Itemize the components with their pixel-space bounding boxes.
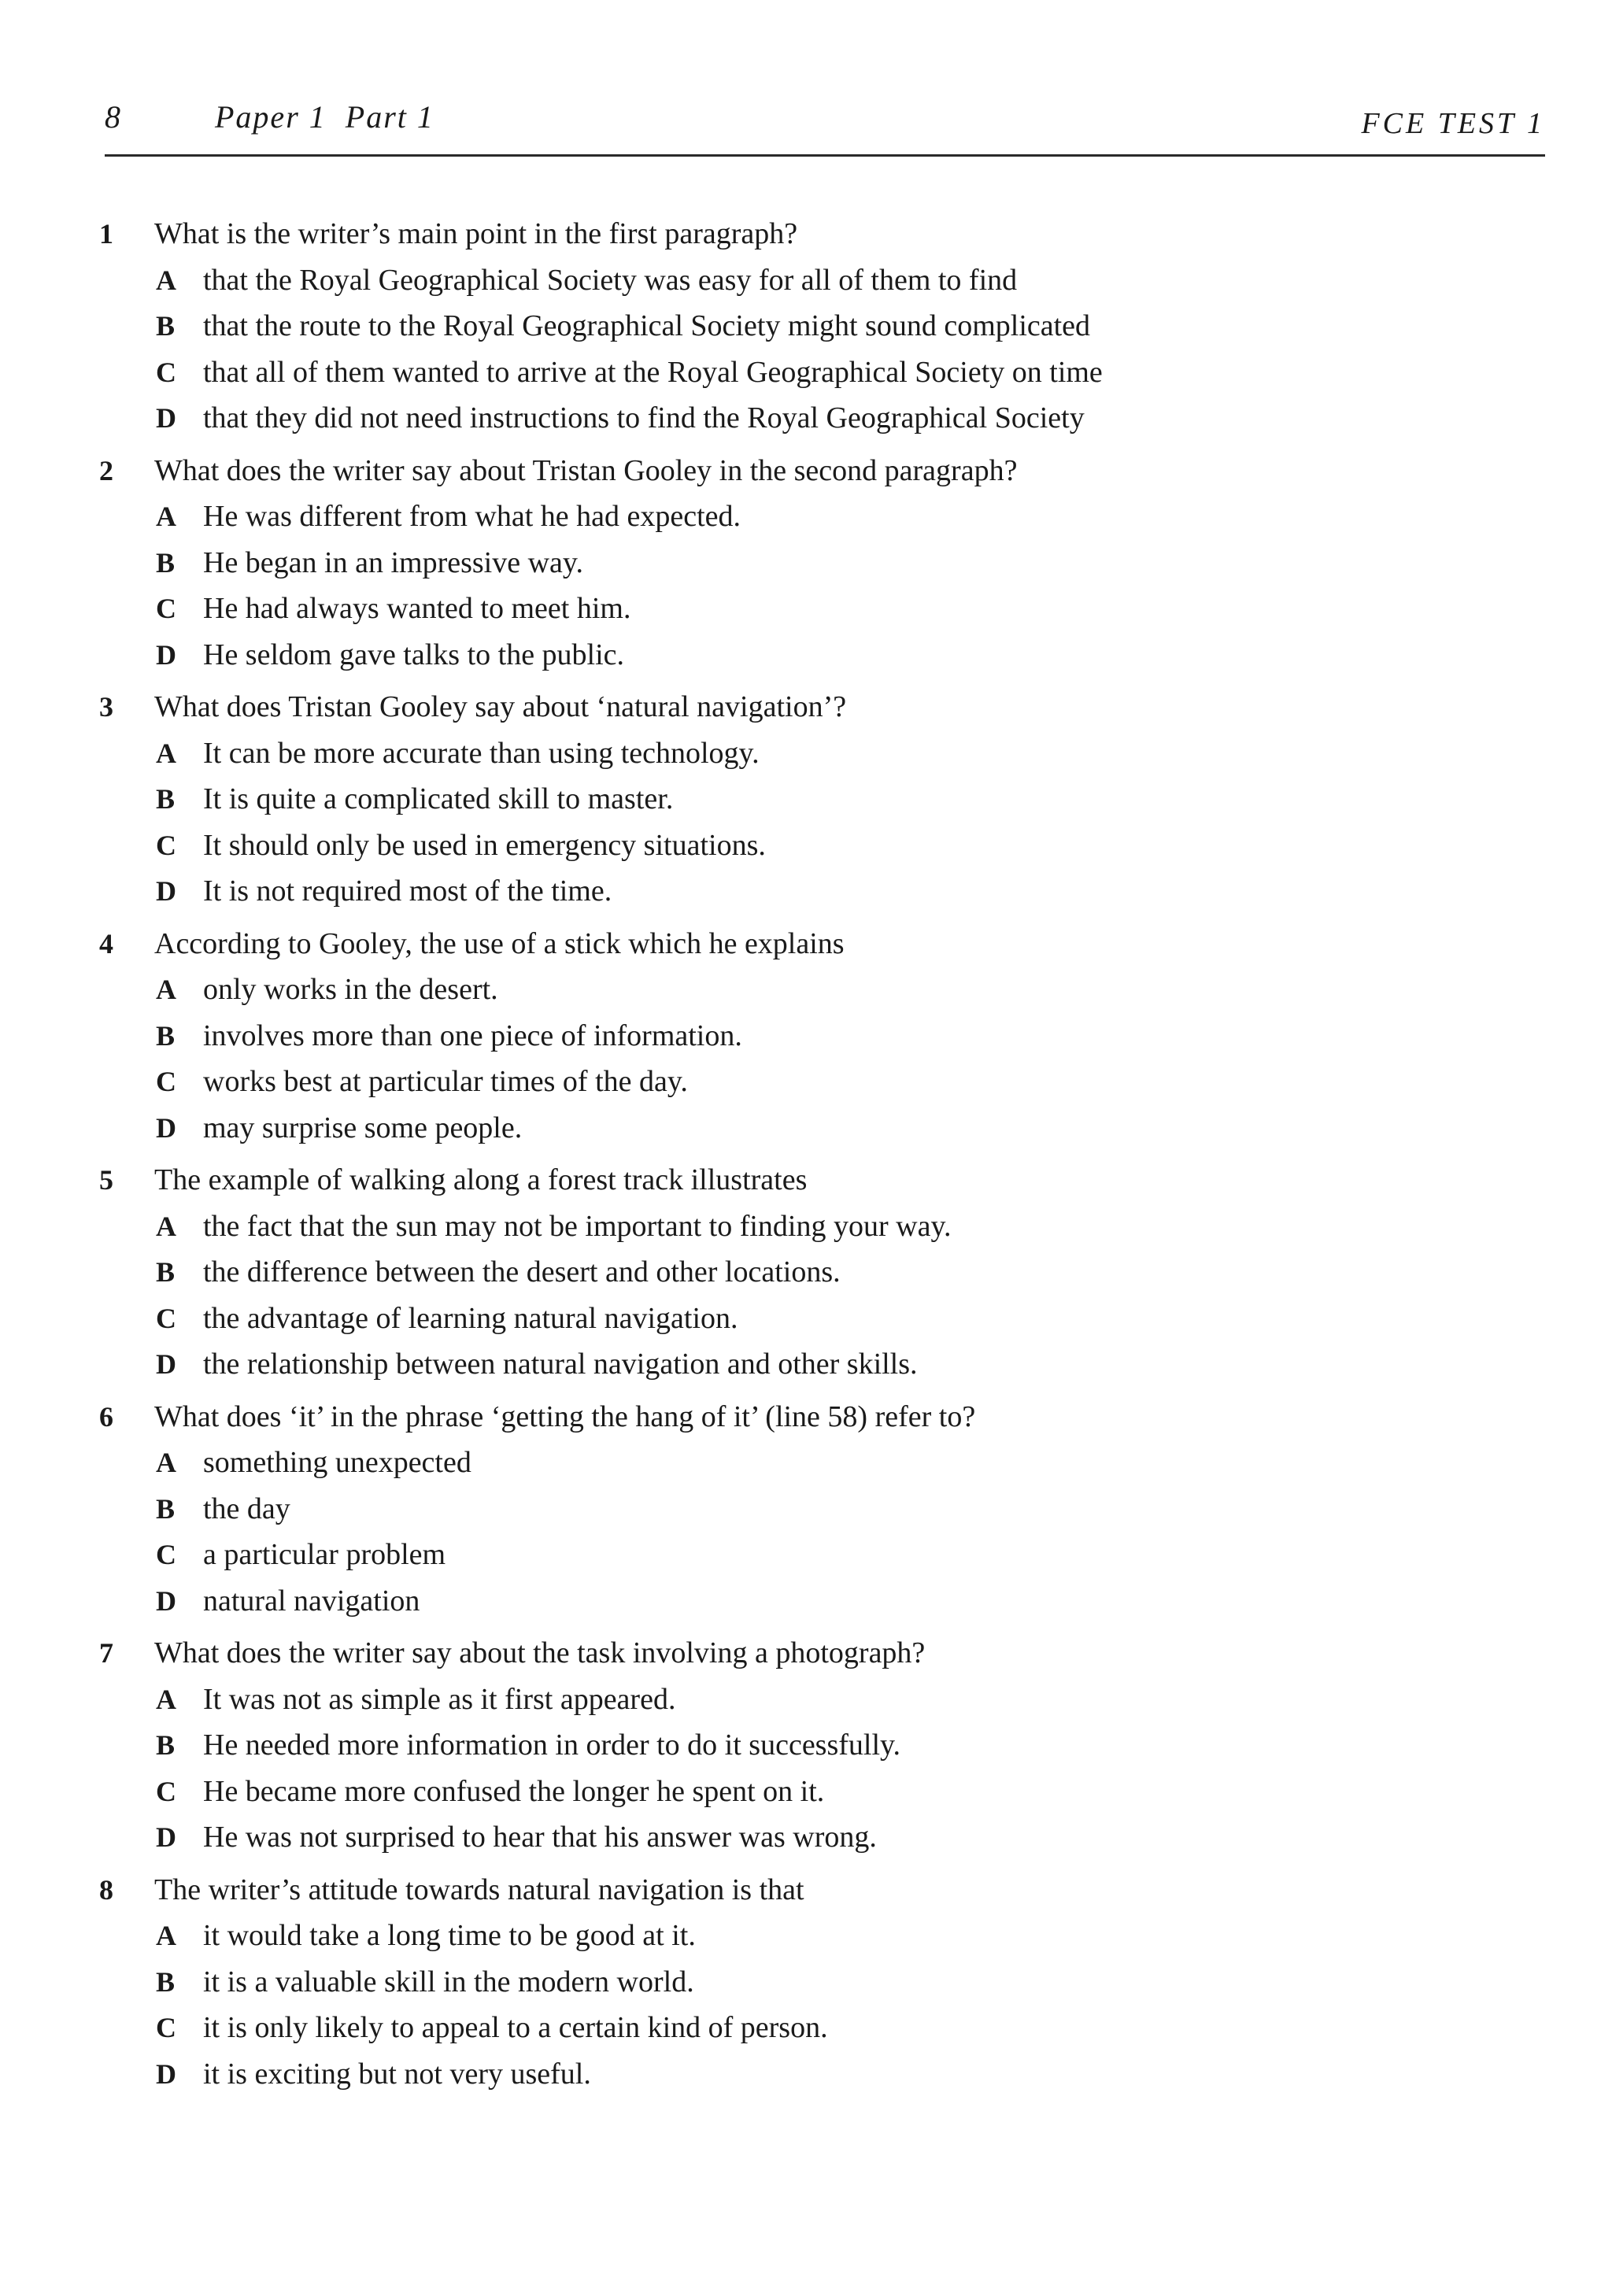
test-label: FCE TEST 1 xyxy=(1361,107,1545,140)
question-spacer xyxy=(99,1388,1437,1394)
paper-part-label: Paper 1 Part 1 xyxy=(215,99,434,135)
option-letter: B xyxy=(156,310,176,342)
option-letter: B xyxy=(156,1965,176,1998)
option-text: It is not required most of the time. xyxy=(203,874,612,908)
option-letter: C xyxy=(156,1066,176,1097)
option-letter: A xyxy=(156,501,176,532)
answer-option xyxy=(99,1203,1437,1250)
question-text: What does the writer say about Tristan Gooley in the second paragraph? xyxy=(154,453,1018,487)
question-number: 2 xyxy=(99,454,113,486)
option-letter: D xyxy=(156,1111,176,1144)
question-text: The writer’s attitude towards natural navigation is that xyxy=(154,1873,804,1906)
option-letter: B xyxy=(156,783,176,815)
question-text: What does ‘it’ in the phrase ‘getting the hang of it’ (line 58) refer to? xyxy=(154,1399,976,1433)
answer-option xyxy=(99,1105,1437,1152)
option-letter: A xyxy=(156,1447,176,1478)
option-letter: D xyxy=(156,1584,176,1617)
option-text: may surprise some people. xyxy=(203,1111,523,1144)
question-stem xyxy=(99,1867,1437,1913)
option-text: a particular problem xyxy=(203,1538,446,1571)
option-text: the fact that the sun may not be important to finding your way. xyxy=(203,1209,952,1243)
option-letter: D xyxy=(156,402,176,434)
option-text: the day xyxy=(203,1492,290,1525)
question-number: 8 xyxy=(99,1873,113,1906)
question-number: 5 xyxy=(99,1164,113,1196)
question-item xyxy=(99,211,1437,448)
answer-option xyxy=(99,303,1437,349)
question-number: 6 xyxy=(99,1400,113,1433)
option-letter: A xyxy=(156,974,176,1005)
option-letter: C xyxy=(156,356,176,388)
question-spacer xyxy=(99,2097,1437,2103)
answer-option xyxy=(99,1769,1437,1815)
question-number: 1 xyxy=(99,218,113,250)
option-text: the relationship between natural navigation and other skills. xyxy=(203,1348,918,1381)
question-item xyxy=(99,684,1437,921)
question-text: According to Gooley, the use of a stick which he explains xyxy=(154,926,845,960)
option-text: it is exciting but not very useful. xyxy=(203,2057,591,2091)
answer-option xyxy=(99,1913,1437,1959)
question-item xyxy=(99,448,1437,685)
option-letter: A xyxy=(156,1920,176,1951)
answer-option xyxy=(99,494,1437,540)
answer-option xyxy=(99,1341,1437,1388)
option-text: the difference between the desert and other locations. xyxy=(203,1255,841,1288)
question-spacer xyxy=(99,1624,1437,1630)
option-letter: A xyxy=(156,1683,176,1715)
answer-option xyxy=(99,1486,1437,1533)
option-letter: B xyxy=(156,1256,176,1288)
question-stem xyxy=(99,211,1437,257)
option-text: involves more than one piece of information. xyxy=(203,1019,742,1052)
option-letter: B xyxy=(156,1492,176,1525)
question-text: What is the writer’s main point in the first paragraph? xyxy=(154,217,798,250)
answer-option xyxy=(99,1959,1437,2006)
option-letter: B xyxy=(156,1019,176,1052)
option-letter: D xyxy=(156,2058,176,2090)
question-stem xyxy=(99,921,1437,967)
answer-option xyxy=(99,1532,1437,1578)
question-item xyxy=(99,1157,1437,1394)
page-header xyxy=(105,98,1545,146)
answer-option xyxy=(99,1440,1437,1486)
answer-option xyxy=(99,2005,1437,2051)
option-letter: C xyxy=(156,593,176,624)
option-text: that the route to the Royal Geographical Society might sound complicated xyxy=(203,309,1091,342)
question-text: The example of walking along a forest track illustrates xyxy=(154,1163,808,1196)
question-list xyxy=(99,211,1437,2103)
question-stem xyxy=(99,684,1437,730)
option-letter: C xyxy=(156,829,176,861)
question-spacer xyxy=(99,1151,1437,1157)
option-letter: C xyxy=(156,1539,176,1570)
question-spacer xyxy=(99,915,1437,921)
option-letter: A xyxy=(156,1210,176,1242)
option-text: He needed more information in order to do it successfully. xyxy=(203,1728,901,1762)
option-text: He began in an impressive way. xyxy=(203,545,583,579)
question-text: What does Tristan Gooley say about ‘natural navigation’? xyxy=(154,690,847,723)
option-letter: D xyxy=(156,1348,176,1380)
answer-option xyxy=(99,632,1437,678)
option-text: that the Royal Geographical Society was easy for all of them to find xyxy=(203,263,1018,297)
option-letter: D xyxy=(156,1821,176,1853)
header-rule xyxy=(105,154,1545,157)
question-stem xyxy=(99,1394,1437,1440)
option-text: He was not surprised to hear that his answer was wrong. xyxy=(203,1821,877,1854)
answer-option xyxy=(99,1249,1437,1296)
question-spacer xyxy=(99,1861,1437,1867)
option-letter: C xyxy=(156,2012,176,2043)
question-item xyxy=(99,921,1437,1158)
answer-option xyxy=(99,730,1437,777)
option-text: something unexpected xyxy=(203,1446,471,1479)
option-text: only works in the desert. xyxy=(203,973,498,1006)
answer-option xyxy=(99,776,1437,823)
answer-option xyxy=(99,1814,1437,1861)
answer-option xyxy=(99,1578,1437,1625)
option-text: He became more confused the longer he spent on it. xyxy=(203,1774,825,1808)
answer-option xyxy=(99,868,1437,915)
option-text: It was not as simple as it first appeared. xyxy=(203,1682,676,1716)
option-letter: C xyxy=(156,1302,176,1334)
option-letter: C xyxy=(156,1775,176,1807)
option-letter: D xyxy=(156,875,176,907)
option-text: it would take a long time to be good at it. xyxy=(203,1919,696,1952)
question-stem xyxy=(99,1157,1437,1203)
option-letter: A xyxy=(156,264,176,296)
question-number: 4 xyxy=(99,927,113,959)
option-text: works best at particular times of the day. xyxy=(203,1065,688,1098)
option-text: He seldom gave talks to the public. xyxy=(203,638,625,671)
answer-option xyxy=(99,1677,1437,1723)
option-text: He was different from what he had expected. xyxy=(203,500,741,533)
answer-option xyxy=(99,823,1437,869)
answer-option xyxy=(99,586,1437,632)
question-item xyxy=(99,1630,1437,1867)
option-text: that they did not need instructions to find the Royal Geographical Society xyxy=(203,401,1085,434)
question-stem xyxy=(99,1630,1437,1677)
option-text: that all of them wanted to arrive at the Royal Geographical Society on time xyxy=(203,355,1103,389)
question-item xyxy=(99,1394,1437,1631)
question-item xyxy=(99,1867,1437,2104)
option-letter: D xyxy=(156,638,176,671)
question-spacer xyxy=(99,442,1437,448)
question-spacer xyxy=(99,678,1437,684)
answer-option xyxy=(99,1013,1437,1059)
option-text: natural navigation xyxy=(203,1584,420,1618)
question-stem xyxy=(99,448,1437,494)
option-letter: A xyxy=(156,737,176,769)
answer-option xyxy=(99,1059,1437,1105)
option-text: it is only likely to appeal to a certain kind of person. xyxy=(203,2011,828,2044)
answer-option xyxy=(99,395,1437,442)
answer-option xyxy=(99,1296,1437,1342)
option-text: it is a valuable skill in the modern world. xyxy=(203,1965,694,1998)
option-letter: B xyxy=(156,1729,176,1761)
answer-option xyxy=(99,2051,1437,2098)
answer-option xyxy=(99,1722,1437,1769)
option-text: He had always wanted to meet him. xyxy=(203,592,631,625)
question-number: 7 xyxy=(99,1637,113,1669)
question-text: What does the writer say about the task involving a photograph? xyxy=(154,1636,926,1669)
answer-option xyxy=(99,967,1437,1013)
option-text: It should only be used in emergency situations. xyxy=(203,828,766,862)
page-number: 8 xyxy=(105,99,120,135)
question-number: 3 xyxy=(99,691,113,723)
option-text: the advantage of learning natural navigation. xyxy=(203,1301,738,1335)
answer-option xyxy=(99,540,1437,586)
answer-option xyxy=(99,349,1437,396)
option-text: It can be more accurate than using technology. xyxy=(203,736,760,770)
option-text: It is quite a complicated skill to master. xyxy=(203,782,674,815)
option-letter: B xyxy=(156,546,176,579)
answer-option xyxy=(99,257,1437,304)
